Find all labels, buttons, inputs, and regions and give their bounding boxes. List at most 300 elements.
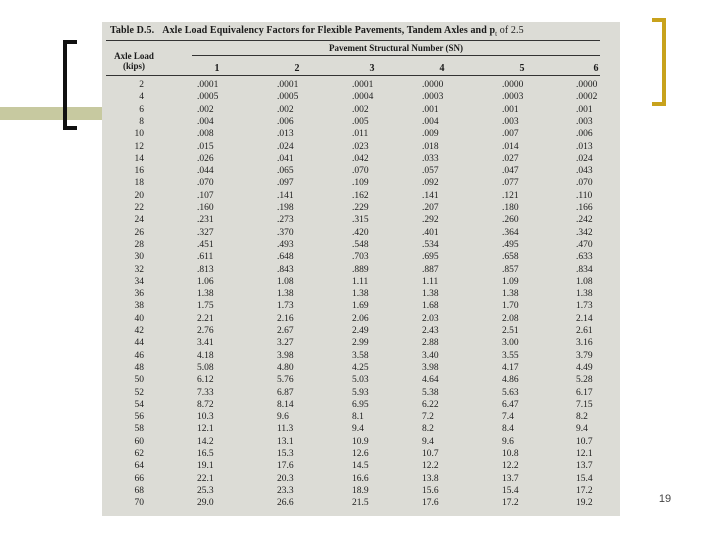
axle-load-cell: 38 [134, 301, 144, 312]
factor-cell-sn-2: 20.3 [277, 473, 294, 484]
table-row [102, 215, 620, 227]
sn-group-header: Pavement Structural Number (SN) [328, 43, 464, 53]
table-row [102, 289, 620, 301]
factor-cell-sn-6: 1.08 [576, 276, 593, 287]
column-header-sn-3: 3 [369, 63, 375, 74]
factor-cell-sn-3: 8.1 [352, 412, 364, 423]
axle-load-cell: 58 [134, 424, 144, 435]
factor-cell-sn-5: 15.4 [502, 485, 519, 496]
factor-cell-sn-5: .047 [502, 166, 519, 177]
factor-cell-sn-4: 12.2 [422, 461, 439, 472]
factor-cell-sn-6: 3.79 [576, 350, 593, 361]
axle-load-cell: 30 [134, 252, 144, 263]
factor-cell-sn-4: 3.98 [422, 362, 439, 373]
axle-load-header [108, 51, 160, 71]
factor-cell-sn-6: .110 [576, 190, 593, 201]
factor-cell-sn-2: 1.38 [277, 289, 294, 300]
axle-load-cell: 48 [134, 362, 144, 373]
factor-cell-sn-4: .292 [422, 215, 439, 226]
axle-load-cell: 60 [134, 436, 144, 447]
factor-cell-sn-4: 9.4 [422, 436, 434, 447]
factor-cell-sn-5: .121 [502, 190, 519, 201]
factor-cell-sn-3: .548 [352, 239, 369, 250]
factor-cell-sn-1: .611 [197, 252, 214, 263]
factor-cell-sn-5: 1.38 [502, 289, 519, 300]
factor-cell-sn-4: 3.40 [422, 350, 439, 361]
column-header-sn-4: 4 [439, 63, 445, 74]
factor-cell-sn-6: .470 [576, 239, 593, 250]
table-row [102, 228, 620, 240]
table-row [102, 191, 620, 203]
factor-cell-sn-5: .260 [502, 215, 519, 226]
factor-cell-sn-1: .231 [197, 215, 214, 226]
factor-cell-sn-5: 8.4 [502, 424, 514, 435]
factor-cell-sn-3: .0004 [352, 92, 374, 103]
axle-load-cell: 12 [134, 141, 144, 152]
factor-cell-sn-3: .229 [352, 203, 369, 213]
factor-cell-sn-3: 18.9 [352, 485, 369, 496]
factor-cell-sn-4: 2.43 [422, 326, 439, 336]
axle-load-cell: 44 [134, 338, 144, 349]
axle-load-cell: 26 [134, 227, 144, 238]
factor-cell-sn-2: 8.14 [277, 399, 294, 410]
factor-cell-sn-6: .070 [576, 178, 593, 189]
factor-cell-sn-4: .0000 [422, 80, 444, 90]
table-row [102, 277, 620, 289]
factor-cell-sn-2: .0001 [277, 80, 299, 90]
table-row [102, 154, 620, 166]
slide-accent-bar [0, 107, 112, 120]
factor-cell-sn-4: .207 [422, 203, 439, 213]
table-row [102, 498, 620, 510]
table-row [102, 388, 620, 400]
axle-load-cell: 50 [134, 375, 144, 386]
factor-cell-sn-5: 4.86 [502, 375, 519, 386]
factor-cell-sn-6: .006 [576, 129, 593, 140]
table-row [102, 240, 620, 252]
axle-load-cell: 14 [134, 153, 144, 164]
factor-cell-sn-2: .141 [277, 190, 294, 201]
factor-cell-sn-6: .0000 [576, 80, 598, 90]
axle-load-cell: 36 [134, 289, 144, 300]
axle-load-cell: 68 [134, 485, 144, 496]
factor-cell-sn-6: 1.38 [576, 289, 593, 300]
axle-load-cell: 42 [134, 326, 144, 336]
factor-cell-sn-5: 9.6 [502, 436, 514, 447]
factor-cell-sn-5: 3.55 [502, 350, 519, 361]
factor-cell-sn-1: 4.18 [197, 350, 214, 361]
column-header-sn-2: 2 [294, 63, 300, 74]
factor-cell-sn-2: 1.73 [277, 301, 294, 312]
factor-cell-sn-5: 7.4 [502, 412, 514, 423]
factor-cell-sn-5: .857 [502, 264, 519, 275]
factor-cell-sn-3: 2.06 [352, 313, 369, 324]
group-header-rule [192, 55, 600, 56]
factor-cell-sn-6: .342 [576, 227, 593, 238]
factor-cell-sn-3: .162 [352, 190, 369, 201]
factor-cell-sn-1: 10.3 [197, 412, 214, 423]
factor-cell-sn-6: 7.15 [576, 399, 593, 410]
factor-cell-sn-1: 1.75 [197, 301, 214, 312]
factor-cell-sn-4: 8.2 [422, 424, 434, 435]
factor-cell-sn-5: .0000 [502, 80, 524, 90]
table-row [102, 252, 620, 264]
factor-cell-sn-2: .041 [277, 153, 294, 164]
factor-cell-sn-6: .013 [576, 141, 593, 152]
column-header-sn-1: 1 [214, 63, 220, 74]
factor-cell-sn-2: 23.3 [277, 485, 294, 496]
axle-load-cell: 46 [134, 350, 144, 361]
factor-cell-sn-2: .648 [277, 252, 294, 263]
factor-cell-sn-2: 1.08 [277, 276, 294, 287]
factor-cell-sn-6: 19.2 [576, 498, 593, 509]
table-row [102, 424, 620, 436]
table-title-subscript: t [495, 30, 498, 38]
factor-cell-sn-3: 6.95 [352, 399, 369, 410]
factor-cell-sn-1: .160 [197, 203, 214, 213]
factor-cell-sn-4: .141 [422, 190, 439, 201]
axle-load-cell: 6 [139, 104, 144, 115]
factor-cell-sn-5: 2.08 [502, 313, 519, 324]
factor-cell-sn-2: .198 [277, 203, 294, 213]
factor-cell-sn-1: .015 [197, 141, 214, 152]
column-header-sn-5: 5 [519, 63, 525, 74]
axle-load-cell: 34 [134, 276, 144, 287]
factor-cell-sn-4: .057 [422, 166, 439, 177]
factor-cell-sn-4: 7.2 [422, 412, 434, 423]
factor-cell-sn-1: .044 [197, 166, 214, 177]
factor-cell-sn-6: .166 [576, 203, 593, 213]
table-row [102, 301, 620, 313]
factor-cell-sn-2: 3.98 [277, 350, 294, 361]
factor-cell-sn-1: 5.08 [197, 362, 214, 373]
factor-cell-sn-1: 14.2 [197, 436, 214, 447]
factor-cell-sn-1: 8.72 [197, 399, 214, 410]
factor-cell-sn-3: 2.99 [352, 338, 369, 349]
factor-cell-sn-2: .006 [277, 116, 294, 127]
factor-cell-sn-1: .008 [197, 129, 214, 140]
column-header-sn-6: 6 [593, 63, 599, 74]
table-row [102, 178, 620, 190]
table-row [102, 117, 620, 129]
header-bottom-rule [106, 75, 600, 76]
table-row [102, 363, 620, 375]
factor-cell-sn-1: 6.12 [197, 375, 214, 386]
factor-cell-sn-4: 10.7 [422, 449, 439, 459]
table-row [102, 474, 620, 486]
factor-cell-sn-4: 1.38 [422, 289, 439, 300]
factor-cell-sn-4: 13.8 [422, 473, 439, 484]
axle-load-cell: 4 [139, 92, 144, 103]
axle-load-cell: 24 [134, 215, 144, 226]
factor-cell-sn-6: 8.2 [576, 412, 588, 423]
factor-cell-sn-6: 3.16 [576, 338, 593, 349]
factor-cell-sn-2: 2.16 [277, 313, 294, 324]
factor-cell-sn-5: .0003 [502, 92, 524, 103]
factor-cell-sn-3: 4.25 [352, 362, 369, 373]
factor-cell-sn-5: 4.17 [502, 362, 519, 373]
factor-cell-sn-3: 5.03 [352, 375, 369, 386]
factor-cell-sn-2: 9.6 [277, 412, 289, 423]
factor-cell-sn-5: 1.70 [502, 301, 519, 312]
scanned-table-image [102, 22, 620, 516]
table-row [102, 486, 620, 498]
factor-cell-sn-6: 12.1 [576, 449, 593, 459]
factor-cell-sn-1: 16.5 [197, 449, 214, 459]
factor-cell-sn-5: 2.51 [502, 326, 519, 336]
factor-cell-sn-5: 12.2 [502, 461, 519, 472]
factor-cell-sn-2: 6.87 [277, 387, 294, 398]
factor-cell-sn-1: .451 [197, 239, 214, 250]
axle-load-cell: 64 [134, 461, 144, 472]
table-title [110, 25, 524, 38]
factor-cell-sn-5: .077 [502, 178, 519, 189]
factor-cell-sn-1: .0001 [197, 80, 219, 90]
left-bracket-decoration [63, 40, 77, 130]
factor-cell-sn-2: .013 [277, 129, 294, 140]
factor-cell-sn-1: .327 [197, 227, 214, 238]
factor-cell-sn-5: .180 [502, 203, 519, 213]
factor-cell-sn-5: 3.00 [502, 338, 519, 349]
axle-load-cell: 8 [139, 116, 144, 127]
factor-cell-sn-6: .633 [576, 252, 593, 263]
axle-load-header-line1: Axle Load [114, 51, 154, 61]
factor-cell-sn-6: 6.17 [576, 387, 593, 398]
factor-cell-sn-3: 12.6 [352, 449, 369, 459]
factor-cell-sn-4: .695 [422, 252, 439, 263]
factor-cell-sn-4: 1.11 [422, 276, 439, 287]
axle-load-cell: 32 [134, 264, 144, 275]
factor-cell-sn-1: .002 [197, 104, 214, 115]
factor-cell-sn-4: .004 [422, 116, 439, 127]
table-row [102, 265, 620, 277]
axle-load-cell: 70 [134, 498, 144, 509]
factor-cell-sn-5: .658 [502, 252, 519, 263]
table-row [102, 375, 620, 387]
table-row [102, 437, 620, 449]
factor-cell-sn-6: 9.4 [576, 424, 588, 435]
table-row [102, 449, 620, 461]
factor-cell-sn-6: .001 [576, 104, 593, 115]
factor-cell-sn-3: 9.4 [352, 424, 364, 435]
factor-cell-sn-2: 26.6 [277, 498, 294, 509]
factor-cell-sn-3: 3.58 [352, 350, 369, 361]
table-row [102, 105, 620, 117]
factor-cell-sn-4: 17.6 [422, 498, 439, 509]
factor-cell-sn-4: 6.22 [422, 399, 439, 410]
factor-cell-sn-6: .024 [576, 153, 593, 164]
factor-cell-sn-3: .0001 [352, 80, 374, 90]
table-top-rule [106, 40, 600, 41]
factor-cell-sn-2: 15.3 [277, 449, 294, 459]
factor-cell-sn-3: .070 [352, 166, 369, 177]
factor-cell-sn-2: 5.76 [277, 375, 294, 386]
axle-load-cell: 52 [134, 387, 144, 398]
table-title-text: Axle Load Equivalency Factors for Flexible Pavements, Tandem Axles and p [162, 25, 496, 36]
factor-cell-sn-3: 1.38 [352, 289, 369, 300]
factor-cell-sn-1: .107 [197, 190, 214, 201]
factor-cell-sn-4: .033 [422, 153, 439, 164]
factor-cell-sn-4: 5.38 [422, 387, 439, 398]
table-row [102, 80, 620, 92]
factor-cell-sn-5: .001 [502, 104, 519, 115]
axle-load-cell: 18 [134, 178, 144, 189]
factor-cell-sn-6: .043 [576, 166, 593, 177]
factor-cell-sn-1: 7.33 [197, 387, 214, 398]
axle-load-cell: 22 [134, 203, 144, 213]
factor-cell-sn-3: 21.5 [352, 498, 369, 509]
factor-cell-sn-1: .070 [197, 178, 214, 189]
table-row [102, 412, 620, 424]
factor-cell-sn-3: 1.69 [352, 301, 369, 312]
factor-cell-sn-2: 4.80 [277, 362, 294, 373]
factor-cell-sn-3: .005 [352, 116, 369, 127]
factor-cell-sn-2: .493 [277, 239, 294, 250]
factor-cell-sn-5: 6.47 [502, 399, 519, 410]
table-row [102, 142, 620, 154]
factor-cell-sn-1: 19.1 [197, 461, 214, 472]
factor-cell-sn-3: 16.6 [352, 473, 369, 484]
axle-load-cell: 10 [134, 129, 144, 140]
table-row [102, 166, 620, 178]
table-row [102, 400, 620, 412]
factor-cell-sn-3: 1.11 [352, 276, 369, 287]
factor-cell-sn-4: .092 [422, 178, 439, 189]
factor-cell-sn-6: 17.2 [576, 485, 593, 496]
factor-cell-sn-2: .002 [277, 104, 294, 115]
factor-cell-sn-2: .370 [277, 227, 294, 238]
table-label: Table D.5. [110, 25, 155, 36]
factor-cell-sn-4: 1.68 [422, 301, 439, 312]
factor-cell-sn-2: .065 [277, 166, 294, 177]
table-row [102, 351, 620, 363]
factor-cell-sn-1: 1.38 [197, 289, 214, 300]
factor-cell-sn-1: .004 [197, 116, 214, 127]
factor-cell-sn-3: .002 [352, 104, 369, 115]
factor-cell-sn-2: 3.27 [277, 338, 294, 349]
table-title-tail: of 2.5 [497, 25, 524, 36]
factor-cell-sn-6: 2.14 [576, 313, 593, 324]
factor-cell-sn-5: .364 [502, 227, 519, 238]
factor-cell-sn-6: .0002 [576, 92, 598, 103]
factor-cell-sn-1: 12.1 [197, 424, 214, 435]
factor-cell-sn-1: 22.1 [197, 473, 214, 484]
factor-cell-sn-4: .534 [422, 239, 439, 250]
factor-cell-sn-2: .273 [277, 215, 294, 226]
factor-cell-sn-2: .097 [277, 178, 294, 189]
factor-cell-sn-2: 2.67 [277, 326, 294, 336]
table-row [102, 129, 620, 141]
factor-cell-sn-4: .009 [422, 129, 439, 140]
factor-cell-sn-2: 13.1 [277, 436, 294, 447]
factor-cell-sn-5: 1.09 [502, 276, 519, 287]
factor-cell-sn-3: 14.5 [352, 461, 369, 472]
axle-load-header-line2: (kips) [122, 61, 145, 71]
factor-cell-sn-1: 2.76 [197, 326, 214, 336]
table-row [102, 203, 620, 215]
table-row [102, 461, 620, 473]
axle-load-cell: 62 [134, 449, 144, 459]
factor-cell-sn-1: 3.41 [197, 338, 214, 349]
factor-cell-sn-3: 10.9 [352, 436, 369, 447]
factor-cell-sn-2: 17.6 [277, 461, 294, 472]
factor-cell-sn-3: .011 [352, 129, 369, 140]
factor-cell-sn-4: .001 [422, 104, 439, 115]
factor-cell-sn-1: 29.0 [197, 498, 214, 509]
factor-cell-sn-3: 5.93 [352, 387, 369, 398]
factor-cell-sn-5: .014 [502, 141, 519, 152]
factor-cell-sn-6: .242 [576, 215, 593, 226]
factor-cell-sn-2: .024 [277, 141, 294, 152]
factor-cell-sn-4: 2.03 [422, 313, 439, 324]
factor-cell-sn-3: .420 [352, 227, 369, 238]
axle-load-cell: 2 [139, 80, 144, 90]
factor-cell-sn-4: .018 [422, 141, 439, 152]
factor-cell-sn-5: 17.2 [502, 498, 519, 509]
factor-cell-sn-6: 13.7 [576, 461, 593, 472]
axle-load-cell: 54 [134, 399, 144, 410]
table-row [102, 92, 620, 104]
factor-cell-sn-6: 10.7 [576, 436, 593, 447]
axle-load-cell: 28 [134, 239, 144, 250]
axle-load-cell: 66 [134, 473, 144, 484]
factor-cell-sn-3: 2.49 [352, 326, 369, 336]
factor-cell-sn-2: .843 [277, 264, 294, 275]
factor-cell-sn-4: 4.64 [422, 375, 439, 386]
factor-cell-sn-3: .889 [352, 264, 369, 275]
factor-cell-sn-1: .813 [197, 264, 214, 275]
factor-cell-sn-6: 2.61 [576, 326, 593, 336]
factor-cell-sn-2: .0005 [277, 92, 299, 103]
factor-cell-sn-5: .495 [502, 239, 519, 250]
factor-cell-sn-4: .887 [422, 264, 439, 275]
axle-load-cell: 40 [134, 313, 144, 324]
factor-cell-sn-6: 5.28 [576, 375, 593, 386]
factor-cell-sn-6: 4.49 [576, 362, 593, 373]
factor-cell-sn-3: .109 [352, 178, 369, 189]
factor-cell-sn-5: .027 [502, 153, 519, 164]
factor-cell-sn-6: .834 [576, 264, 593, 275]
factor-cell-sn-3: .703 [352, 252, 369, 263]
table-row [102, 326, 620, 338]
right-bracket-decoration [652, 18, 666, 106]
factor-cell-sn-1: 2.21 [197, 313, 214, 324]
factor-cell-sn-1: 1.06 [197, 276, 214, 287]
factor-cell-sn-4: .401 [422, 227, 439, 238]
factor-cell-sn-5: 10.8 [502, 449, 519, 459]
factor-cell-sn-6: 15.4 [576, 473, 593, 484]
factor-cell-sn-4: 2.88 [422, 338, 439, 349]
factor-cell-sn-6: 1.73 [576, 301, 593, 312]
axle-load-cell: 16 [134, 166, 144, 177]
axle-load-cell: 56 [134, 412, 144, 423]
factor-cell-sn-3: .315 [352, 215, 369, 226]
factor-cell-sn-1: 25.3 [197, 485, 214, 496]
factor-cell-sn-1: .026 [197, 153, 214, 164]
factor-cell-sn-5: .007 [502, 129, 519, 140]
table-row [102, 338, 620, 350]
axle-load-cell: 20 [134, 190, 144, 201]
factor-cell-sn-4: .0003 [422, 92, 444, 103]
factor-cell-sn-4: 15.6 [422, 485, 439, 496]
table-row [102, 314, 620, 326]
factor-cell-sn-3: .023 [352, 141, 369, 152]
factor-cell-sn-5: 13.7 [502, 473, 519, 484]
factor-cell-sn-5: .003 [502, 116, 519, 127]
page-number: 19 [658, 493, 672, 505]
factor-cell-sn-5: 5.63 [502, 387, 519, 398]
factor-cell-sn-6: .003 [576, 116, 593, 127]
